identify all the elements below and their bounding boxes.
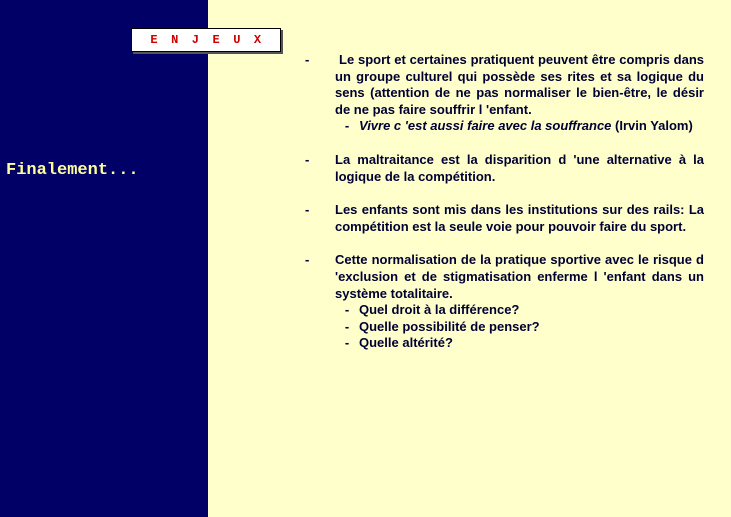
left-panel bbox=[0, 0, 208, 517]
bullet-item bbox=[305, 152, 704, 185]
bullet-dash: - bbox=[305, 52, 310, 67]
sub-bullet-dash: - bbox=[344, 302, 350, 318]
sub-bullet-item bbox=[335, 335, 704, 352]
bullet-list bbox=[305, 52, 704, 352]
bullet-dash: - bbox=[305, 252, 310, 268]
sub-bullet-item bbox=[335, 118, 704, 135]
quote-author: (Irvin Yalom) bbox=[615, 118, 693, 134]
bullet-item bbox=[305, 52, 704, 118]
sub-bullet-dash: - bbox=[344, 118, 350, 134]
bullet-item bbox=[305, 202, 704, 235]
bullet-text: Le sport et certaines pratiquent peuvent être compris dans un groupe culturel qui possède ses rites et sa logique du sens (attention de ne pas normaliser le bien-être, le désir de ne pas faire souffrir l 'enfant. bbox=[335, 52, 704, 117]
sub-bullet-text: Quel droit à la différence? bbox=[359, 302, 520, 318]
side-title: Finalement... bbox=[6, 161, 139, 180]
bullet-dash: - bbox=[305, 202, 310, 218]
bullet-text: Cette normalisation de la pratique sportive avec le risque d 'exclusion et de stigmatisation enferme l 'enfant dans un système totalitaire. bbox=[335, 252, 704, 301]
sub-bullet-dash: - bbox=[344, 318, 350, 334]
bullet-dash: - bbox=[305, 151, 310, 167]
section-tag: ENJEUX bbox=[131, 28, 281, 52]
sub-bullet-dash: - bbox=[344, 335, 350, 351]
sub-bullet-text: Quelle possibilité de penser? bbox=[359, 318, 540, 334]
bullet-item bbox=[305, 252, 704, 302]
sub-bullet-text: Quelle altérité? bbox=[359, 335, 453, 351]
bullet-text: Les enfants sont mis dans les institutions sur des rails: La compétition est la seule voie pour pouvoir faire du sport. bbox=[335, 202, 704, 234]
sub-bullet-text bbox=[359, 118, 704, 135]
quote-text: Vivre c 'est aussi faire avec la souffrance bbox=[359, 118, 612, 134]
bullet-text: La maltraitance est la disparition d 'une alternative à la logique de la compétition. bbox=[335, 151, 704, 184]
sub-bullet-item bbox=[335, 302, 704, 319]
sub-bullet-item bbox=[335, 319, 704, 336]
